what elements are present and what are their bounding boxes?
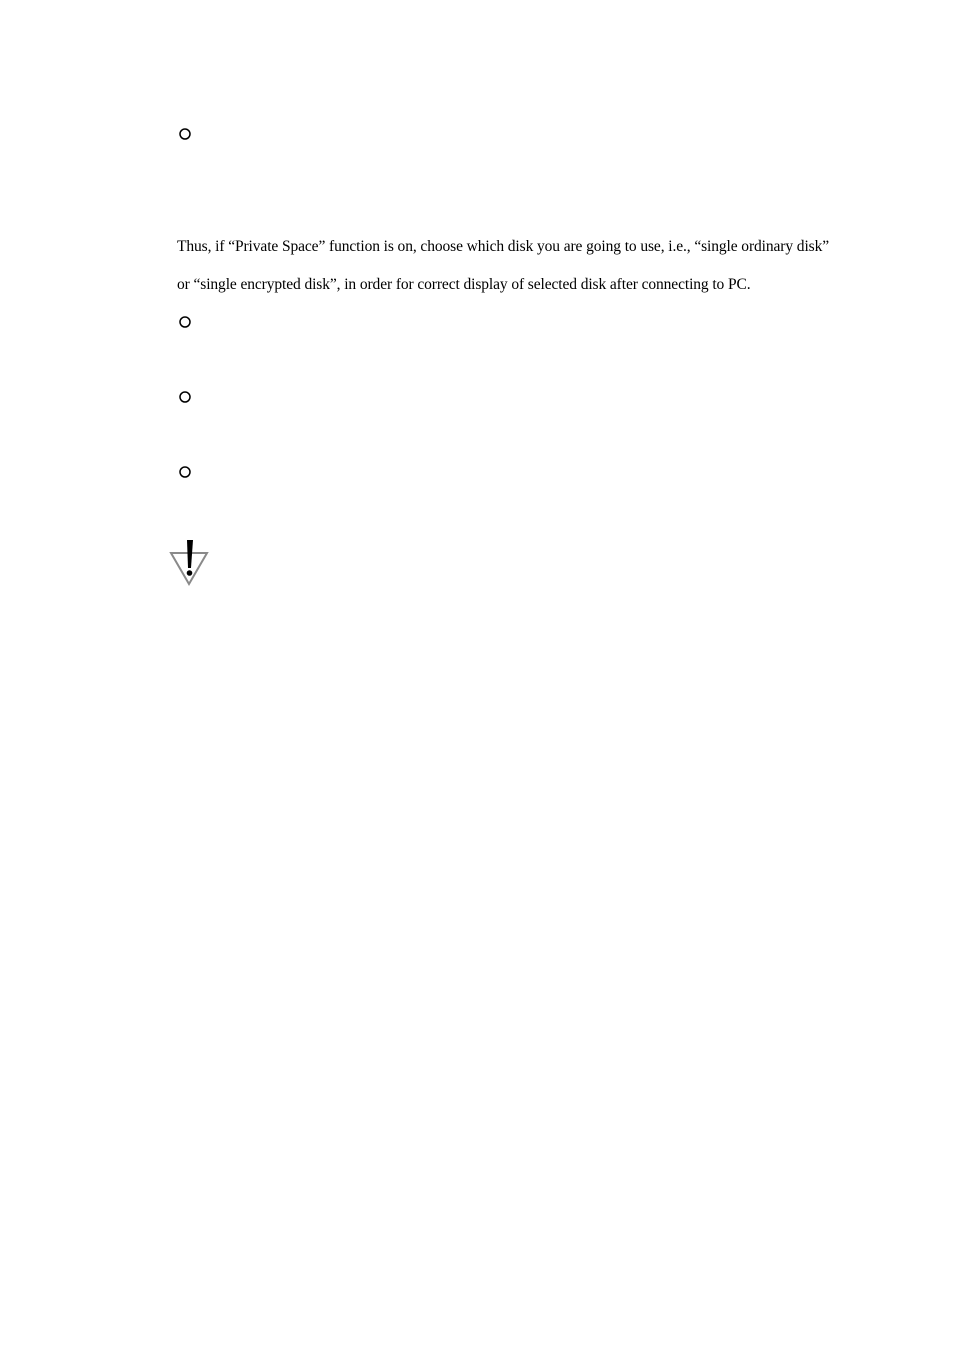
hollow-circle-icon (179, 391, 191, 403)
paragraph-line-2: or “single encrypted disk”, in order for correct display of selected disk after connecting to PC. (177, 276, 751, 293)
paragraph-line-1: Thus, if “Private Space” function is on, choose which disk you are going to use, i.e., “single ordinary disk” (177, 238, 830, 255)
hollow-circle-icon (179, 466, 191, 478)
hollow-circle-icon (179, 128, 191, 140)
exclamation-triangle-icon (168, 538, 210, 586)
hollow-circle-icon (179, 316, 191, 328)
